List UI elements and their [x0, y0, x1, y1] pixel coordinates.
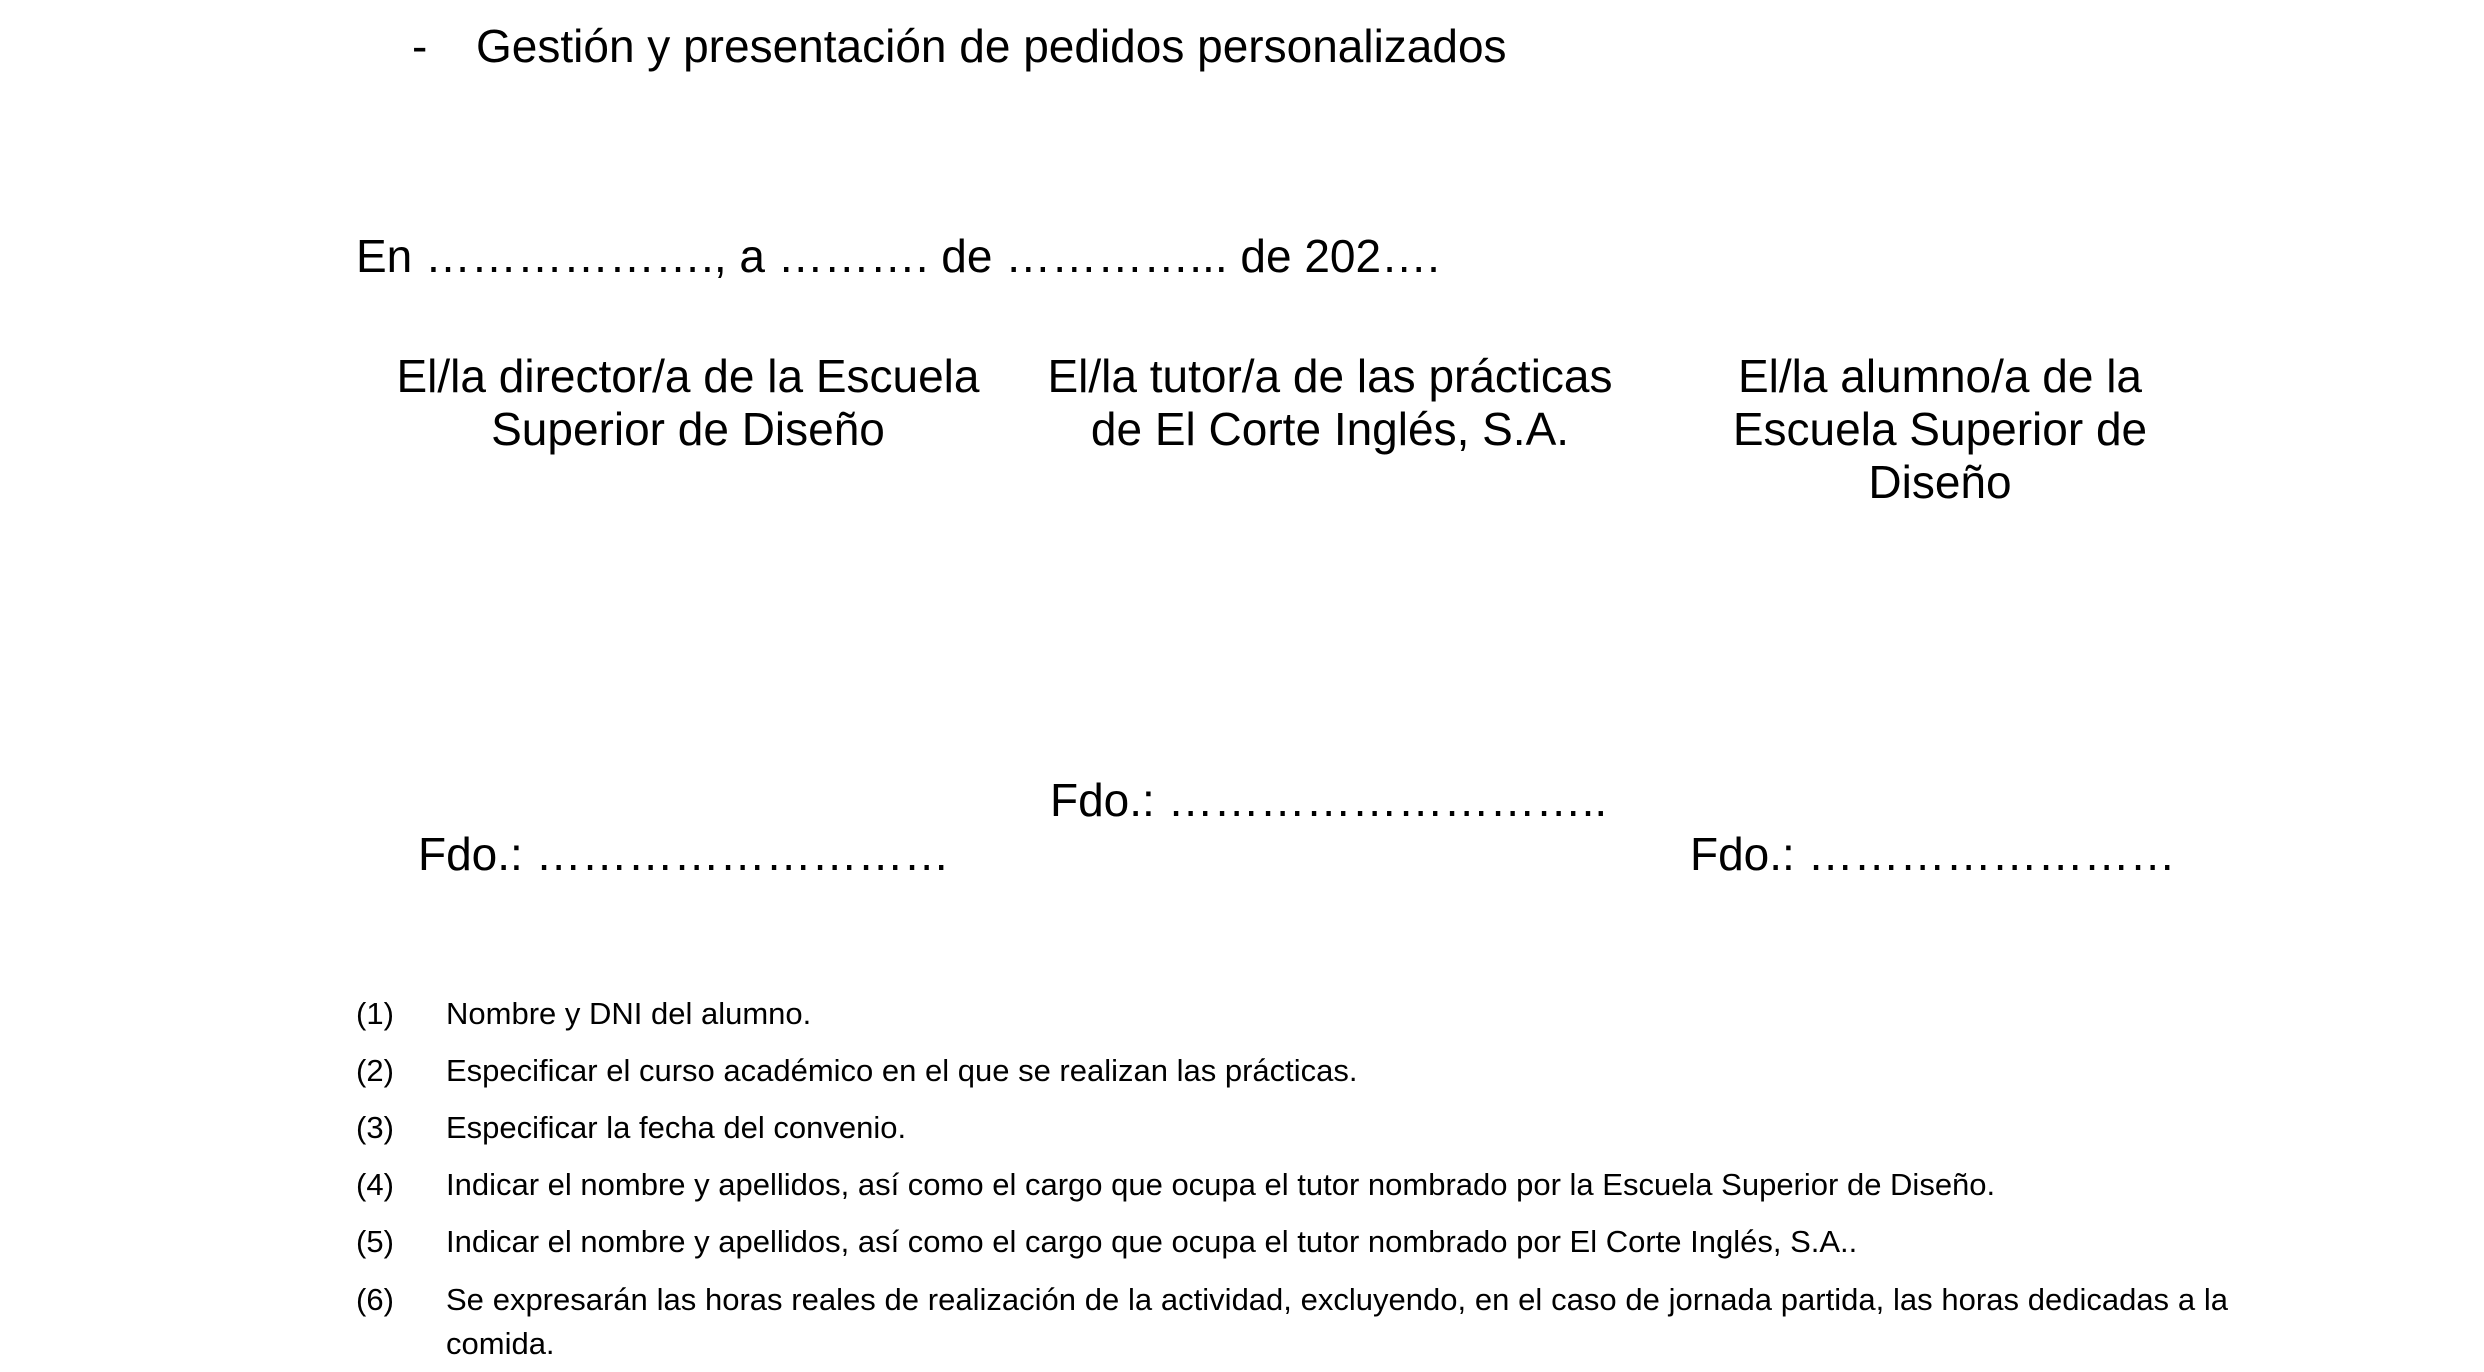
signatory-alumno-heading: El/la alumno/a de la Escuela Superior de Diseño	[1732, 350, 2148, 508]
footnote-item	[356, 1049, 2228, 1093]
footnote-number: (3)	[356, 1110, 394, 1145]
bullet-text: Gestión y presentación de pedidos personalizados	[476, 20, 1507, 72]
footnote-text: Especificar el curso académico en el que se realizan las prácticas.	[446, 1053, 1358, 1088]
footnote-number: (6)	[356, 1282, 394, 1317]
signature-line-director: Fdo.: ………………………	[418, 828, 950, 880]
signatory-director-heading: El/la director/a de la Escuela Superior de Diseño	[396, 350, 980, 455]
signatory-tutor-heading: El/la tutor/a de las prácticas de El Corte Inglés, S.A.	[1047, 350, 1613, 455]
footnote-item	[356, 1106, 2228, 1150]
footnote-item	[356, 1163, 2228, 1207]
signature-line-tutor: Fdo.: ………………………..	[1050, 774, 1608, 826]
signature-line-alumno: Fdo.: ……………………	[1690, 828, 2176, 880]
place-date-line: En ………………., a ………. de …………... de 202….	[356, 230, 1440, 282]
footnote-number: (2)	[356, 1053, 394, 1088]
footnote-text: Indicar el nombre y apellidos, así como el cargo que ocupa el tutor nombrado por El Corte Inglés, S.A..	[446, 1224, 1858, 1259]
footnote-item	[356, 1278, 2228, 1366]
footnote-number: (4)	[356, 1167, 394, 1202]
footnote-text: Nombre y DNI del alumno.	[446, 996, 812, 1031]
footnote-number: (1)	[356, 996, 394, 1031]
activity-bullet-item	[412, 16, 1507, 76]
footnote-text: Indicar el nombre y apellidos, así como el cargo que ocupa el tutor nombrado por la Escuela Superior de Diseño.	[446, 1167, 1996, 1202]
footnote-text: Especificar la fecha del convenio.	[446, 1110, 907, 1145]
footnote-item	[356, 992, 2228, 1036]
footnote-text: Se expresarán las horas reales de realización de la actividad, excluyendo, en el caso de jornada partida, las horas dedicadas a la comida.	[446, 1282, 2228, 1361]
footnote-item	[356, 1220, 2228, 1264]
bullet-dash: -	[412, 20, 428, 72]
footnote-number: (5)	[356, 1224, 394, 1259]
